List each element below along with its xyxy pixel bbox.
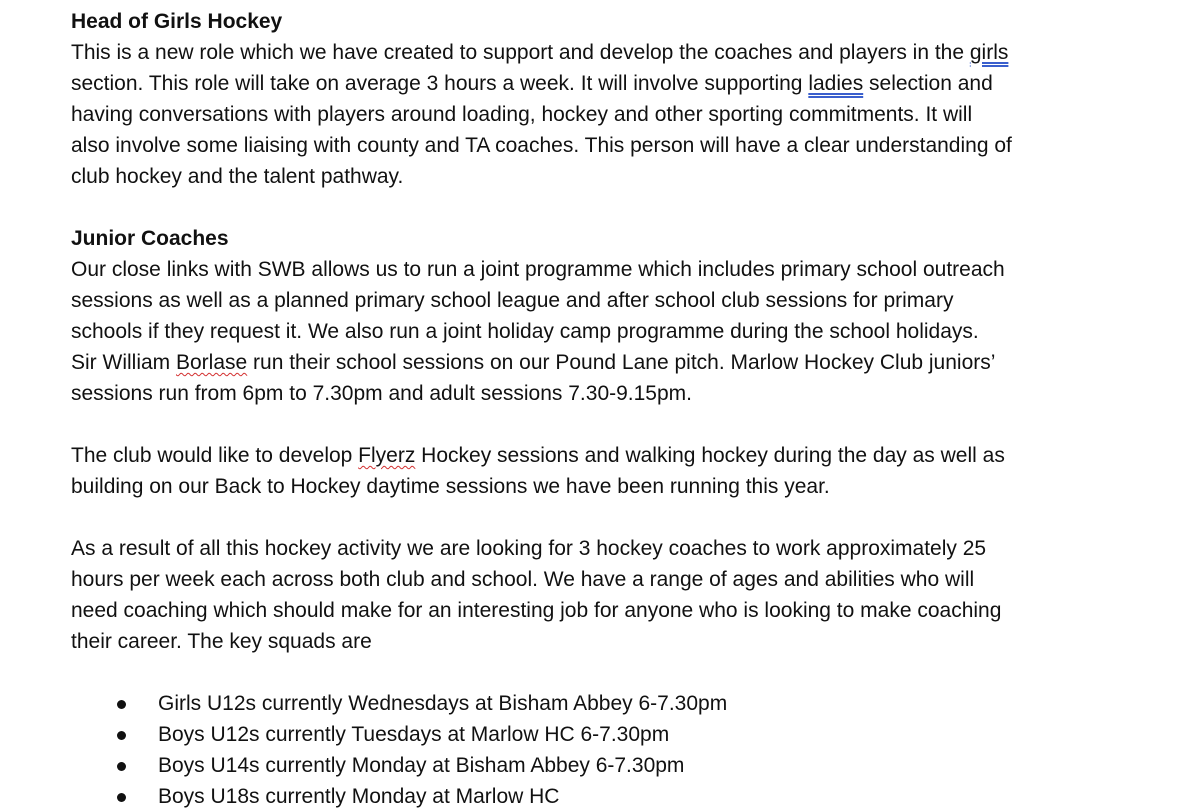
list-item <box>71 781 1181 812</box>
text-run: Hockey sessions and walking hockey during the day as well as <box>415 444 1005 467</box>
text-run: Sir William <box>71 351 176 374</box>
spelling-flag-word[interactable]: Flyerz <box>358 444 416 467</box>
list-item-text: Girls U12s currently Wednesdays at Bisham Abbey 6-7.30pm <box>158 692 728 715</box>
grammar-flag-word[interactable]: ladies <box>808 72 864 95</box>
text-run: run their school sessions on our Pound Lane pitch. Marlow Hockey Club juniors’ <box>247 351 996 374</box>
text-run: section. This role will take on average 3 hours a week. It will involve supporting <box>71 72 809 95</box>
text-line: sessions run from 6pm to 7.30pm and adult sessions 7.30-9.15pm. <box>71 382 692 405</box>
junior-coaches-paragraph-1 <box>71 254 1181 409</box>
text-line: also involve some liaising with county and TA coaches. This person will have a clear understanding of <box>71 134 1012 157</box>
text-line: As a result of all this hockey activity we are looking for 3 hockey coaches to work approximately 25 <box>71 537 987 560</box>
list-item <box>71 750 1181 781</box>
text-line: Our close links with SWB allows us to run a joint programme which includes primary school outreach <box>71 258 1005 281</box>
text-line <box>71 440 1181 471</box>
spelling-flag-word[interactable]: Borlase <box>176 351 248 374</box>
bullet-icon <box>117 762 126 771</box>
paragraph-spacer <box>71 502 1181 533</box>
text-line: sessions as well as a planned primary school league and after school club sessions for primary <box>71 289 954 312</box>
text-line: schools if they request it. We also run a joint holiday camp programme during the school holidays. <box>71 320 979 343</box>
text-line: building on our Back to Hockey daytime sessions we have been running this year. <box>71 475 830 498</box>
list-item-text: Boys U12s currently Tuesdays at Marlow HC 6-7.30pm <box>158 723 670 746</box>
paragraph-spacer <box>71 409 1181 440</box>
head-of-girls-hockey-paragraph <box>71 37 1181 192</box>
junior-coaches-paragraph-2 <box>71 440 1181 502</box>
bullet-icon <box>117 731 126 740</box>
text-line <box>71 347 1181 378</box>
bullet-icon <box>117 793 126 802</box>
list-item <box>71 719 1181 750</box>
text-run: The club would like to develop <box>71 444 359 467</box>
text-line <box>71 68 1181 99</box>
text-run: selection and <box>863 72 993 95</box>
list-item <box>71 688 1181 719</box>
bullet-icon <box>117 700 126 709</box>
text-line: their career. The key squads are <box>71 630 372 653</box>
text-run: This is a new role which we have created to support and develop the coaches and players in the <box>71 41 970 64</box>
list-item-text: Boys U14s currently Monday at Bisham Abbey 6-7.30pm <box>158 754 685 777</box>
squad-list <box>71 688 1181 812</box>
text-line: having conversations with players around loading, hockey and other sporting commitments. It will <box>71 103 973 126</box>
text-line: hours per week each across both club and school. We have a range of ages and abilities who will <box>71 568 975 591</box>
list-item-text: Boys U18s currently Monday at Marlow HC <box>158 785 560 808</box>
text-line: need coaching which should make for an interesting job for anyone who is looking to make coaching <box>71 599 1002 622</box>
section-heading-junior-coaches: Junior Coaches <box>71 227 229 250</box>
text-line: club hockey and the talent pathway. <box>71 165 404 188</box>
document-body <box>71 6 1181 812</box>
text-line <box>71 37 1181 68</box>
section-heading-head-of-girls-hockey: Head of Girls Hockey <box>71 10 283 33</box>
junior-coaches-paragraph-3 <box>71 533 1181 657</box>
paragraph-spacer <box>71 192 1181 223</box>
grammar-flag-word[interactable]: girls <box>969 41 1009 64</box>
